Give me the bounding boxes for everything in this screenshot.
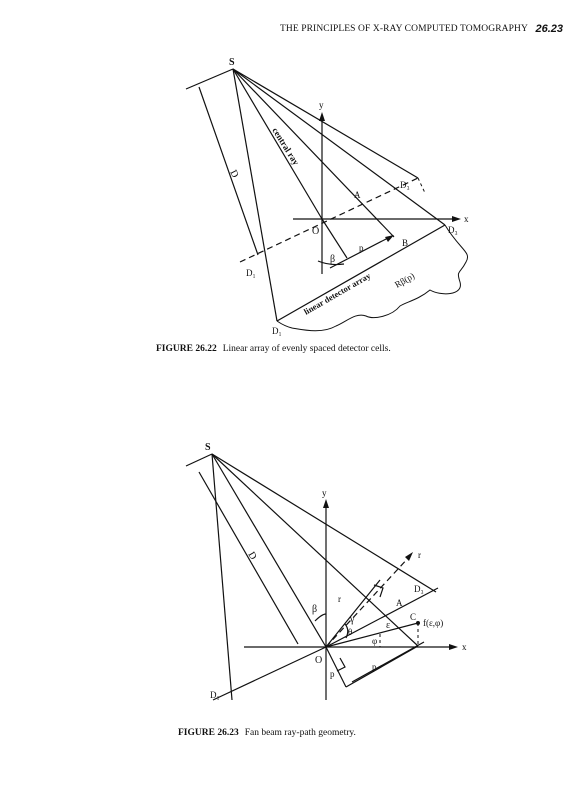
fig22-label-p: p (359, 243, 364, 253)
y-arrow (319, 112, 325, 121)
fig23-label-d1p: D₁ (210, 690, 220, 700)
fig23-label-a: A (396, 598, 403, 608)
right-angle-mark (337, 658, 345, 671)
beta-arc (315, 614, 326, 621)
x-arrow (449, 644, 458, 650)
fig23-label-theta: θ (348, 627, 353, 637)
fig23-label-p: p (372, 662, 377, 672)
fig23-label-c: C (410, 612, 417, 622)
fig23-label-gamma: γ (350, 614, 355, 625)
fig23-label-d: D (245, 550, 259, 562)
figure-26-23-diagram (0, 430, 581, 720)
figure-26-23-label: FIGURE 26.23 (178, 728, 239, 738)
fig23-label-beta: β (312, 604, 318, 615)
p-dim (352, 642, 424, 682)
fig23-label-p-lower: p (330, 669, 335, 679)
fig23-label-d3p: D₃ (414, 584, 424, 594)
ray-s-outer (212, 454, 436, 592)
perp-line (322, 219, 347, 258)
source-line (186, 454, 212, 466)
ray-s-d3p (233, 69, 418, 178)
fig22-label-d1p: D₁ (246, 268, 256, 278)
point-f (416, 621, 420, 625)
ray-s-b (233, 69, 394, 237)
fig23-label-epsilon: ε (386, 620, 391, 631)
fig22-label-d: D (227, 168, 241, 180)
p-arrow (385, 235, 394, 242)
detector-d3 (326, 588, 438, 647)
fig22-label-s: S (229, 57, 235, 68)
page-number: 26.23 (535, 23, 563, 35)
figure-26-22-label: FIGURE 26.22 (156, 344, 217, 354)
ray-s-a (212, 454, 418, 646)
figure-26-23-caption (178, 728, 356, 738)
p-ext (346, 646, 418, 687)
fig23-label-o: O (315, 655, 323, 666)
p-line (326, 647, 346, 687)
fig23-label-x: x (462, 642, 467, 652)
fig22-label-d3: D₃ (448, 225, 458, 235)
r-arrow (405, 552, 413, 561)
fig23-label-r-axis: r (418, 550, 421, 560)
virtual-detector (240, 178, 418, 262)
figure-26-22-caption (156, 344, 391, 354)
fig22-label-o: O (312, 226, 320, 237)
fig23-label-phi: φ (372, 636, 378, 646)
fig22-label-b: B (402, 238, 409, 248)
fig22-label-rbeta: Rβ(p) (393, 270, 417, 290)
fig22-label-d3p: D₃ (400, 180, 410, 190)
ray-s-o (212, 454, 326, 647)
fig22-label-a: A (354, 190, 361, 200)
fig22-label-beta: β (330, 254, 336, 265)
fig22-label-d1: D₁ (272, 326, 282, 336)
x-arrow (452, 216, 461, 222)
y-arrow (323, 499, 329, 508)
d-dimension (199, 87, 258, 255)
fig22-label-x: x (464, 214, 469, 224)
ray-s-d1 (212, 454, 232, 700)
virtual-end-d3 (418, 178, 425, 193)
fig23-label-r: r (338, 594, 341, 604)
fig22-label-central-ray: central ray (270, 125, 302, 167)
figure-26-22-caption-text: Linear array of evenly spaced detector cells. (222, 344, 391, 354)
fig23-label-f: f(ε,φ) (423, 618, 444, 628)
fig23-label-y: y (322, 488, 327, 498)
running-title: THE PRINCIPLES OF X-RAY COMPUTED TOMOGRAPHY (280, 24, 528, 34)
figure-26-22-diagram (0, 0, 581, 340)
fig23-label-s: S (205, 442, 211, 453)
source-line (186, 69, 233, 89)
ray-s-d3 (233, 69, 445, 225)
figure-26-23-caption-text: Fan beam ray-path geometry. (244, 728, 356, 738)
fig22-label-lda: linear detector array (302, 270, 373, 317)
fig22-label-y: y (319, 100, 324, 110)
